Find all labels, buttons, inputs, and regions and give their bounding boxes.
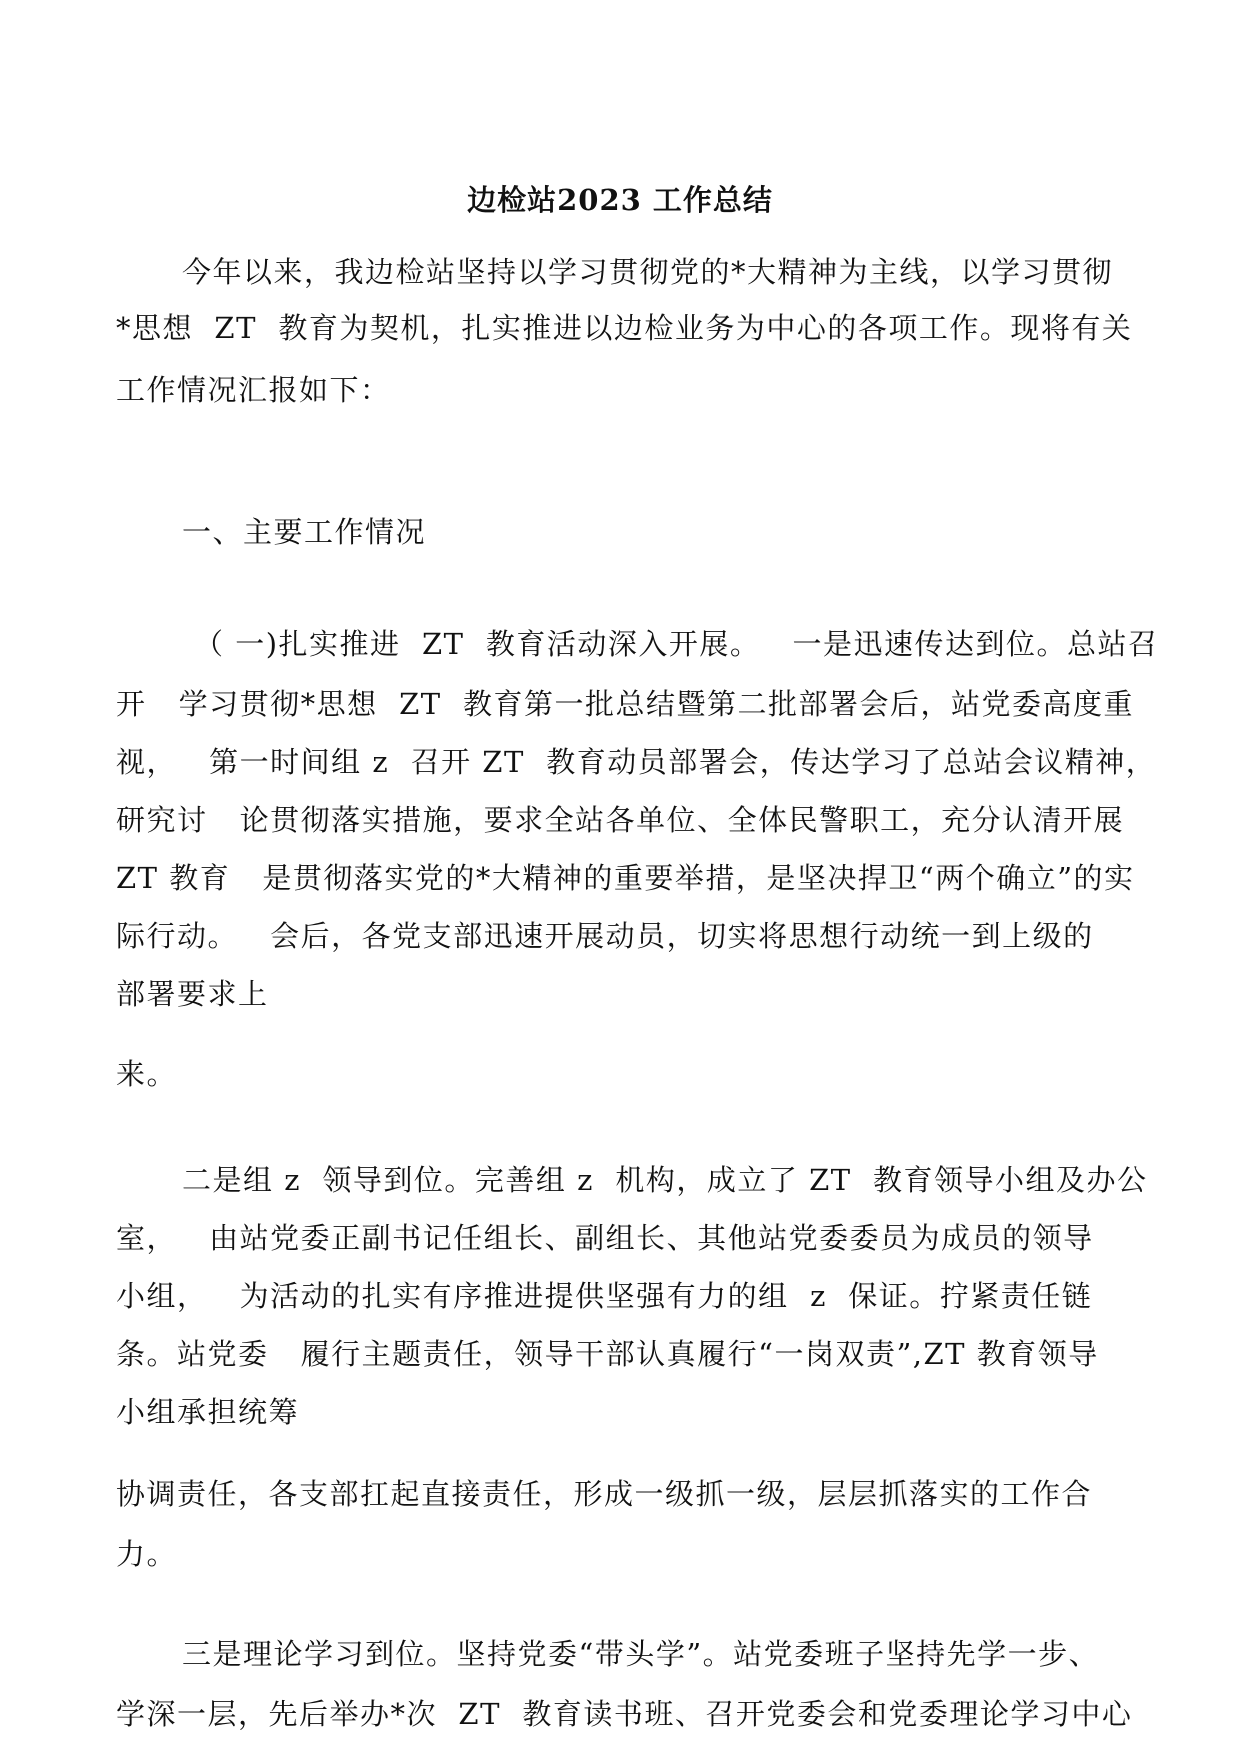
paragraph-line: 视， 第一时间组 z 召开 ZT 教育动员部署会，传达学习了总站会议精神， [116,745,1157,779]
paragraph-line: 今年以来，我边检站坚持以学习贯彻党的*大精神为主线，以学习贯彻 [182,255,1114,289]
paragraph-line: 协调责任，各支部扛起直接责任，形成一级抓一级，层层抓落实的工作合 [116,1477,1093,1511]
paragraph-line: （ 一)扎实推进 ZT 教育活动深入开展。 一是迅速传达到位。总站召 [194,627,1159,661]
paragraph-line: 部署要求上 [116,977,269,1011]
paragraph-line: 工作情况汇报如下： [116,373,391,407]
section-heading: 一、主要工作情况 [182,515,427,549]
paragraph-line: 学深一层，先后举办*次 ZT 教育读书班、召开党委会和党委理论学习中心 [116,1697,1133,1731]
paragraph-line: 来。 [116,1057,178,1091]
paragraph-line: 小组承担统筹 [116,1395,300,1429]
paragraph-line: 开 学习贯彻*思想 ZT 教育第一批总结暨第二批部署会后，站党委高度重 [116,687,1135,721]
paragraph-line: 研究讨 论贯彻落实措施，要求全站各单位、全体民警职工，充分认清开展 [116,803,1125,837]
paragraph-line: 室， 由站党委正副书记任组长、副组长、其他站党委委员为成员的领导 [116,1221,1094,1255]
paragraph-line: 条。站党委 履行主题责任，领导干部认真履行“一岗双责”,ZT 教育领导 [116,1337,1099,1371]
paragraph-line: 三是理论学习到位。坚持党委“带头学”。站党委班子坚持先学一步、 [182,1637,1100,1671]
paragraph-line: *思想 ZT 教育为契机，扎实推进以边检业务为中心的各项工作。现将有关 [116,311,1133,345]
document-title: 边检站2023 工作总结 [467,183,773,217]
paragraph-line: 小组， 为活动的扎实有序推进提供坚强有力的组 z 保证。拧紧责任链 [116,1279,1093,1313]
paragraph-line: 际行动。 会后，各党支部迅速开展动员，切实将思想行动统一到上级的 [116,919,1094,953]
paragraph-line: 力。 [116,1537,178,1571]
paragraph-line: 二是组 z 领导到位。完善组 z 机构，成立了 ZT 教育领导小组及办公 [182,1163,1148,1197]
paragraph-line: ZT 教育 是贯彻落实党的*大精神的重要举措，是坚决捍卫“两个确立”的实 [116,861,1135,895]
